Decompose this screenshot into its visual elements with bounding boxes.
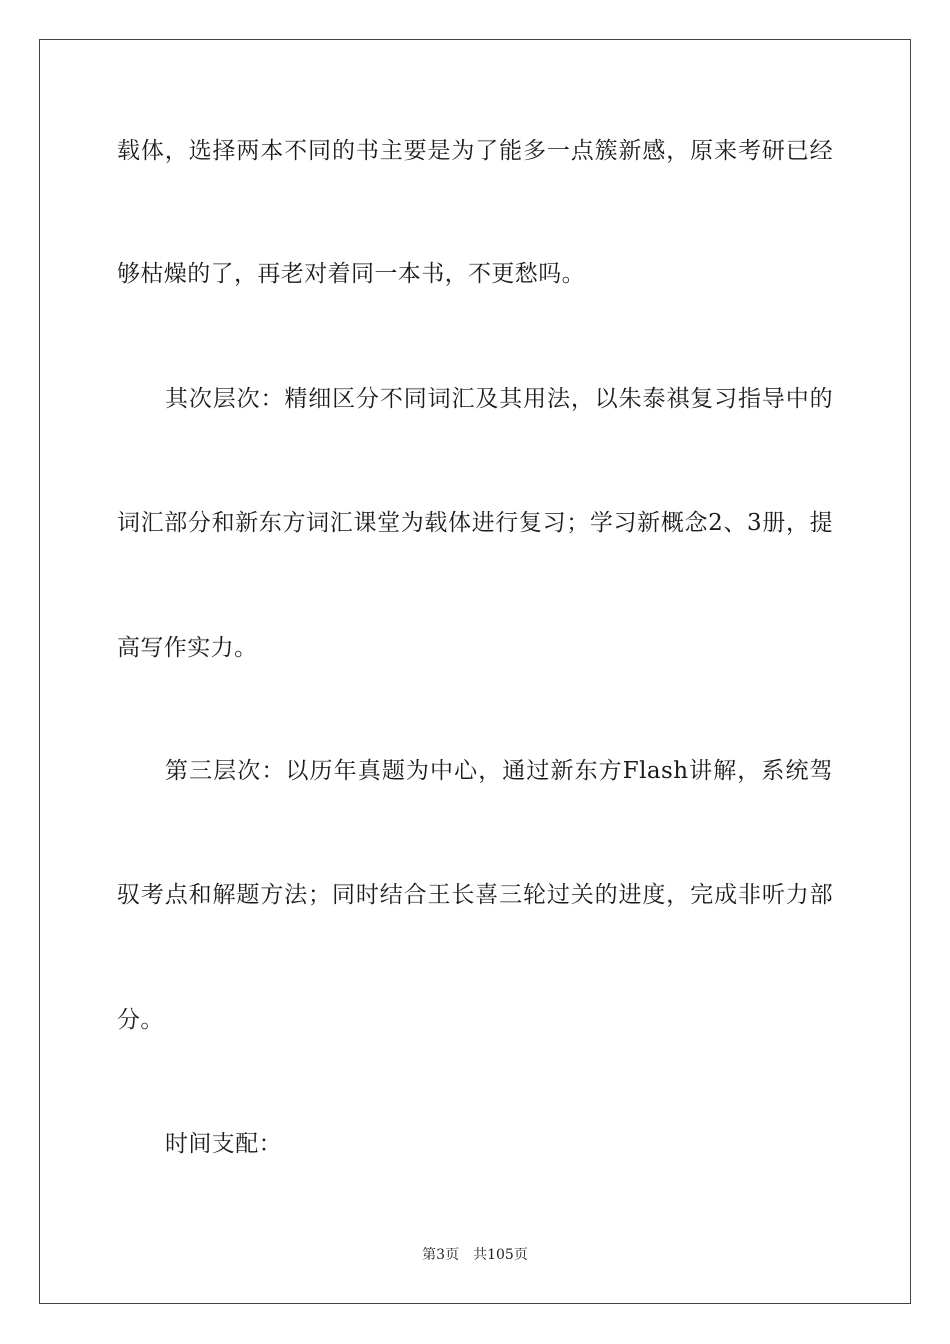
paragraph-2-line-1: 其次层次：精细区分不同词汇及其用法，以朱泰祺复习指导中的	[165, 386, 833, 412]
text-line-2: 够枯燥的了，再老对着同一本书，不更愁吗。	[117, 261, 585, 287]
paragraph-2-line-2: 词汇部分和新东方词汇课堂为载体进行复习；学习新概念2、3册，提	[117, 510, 833, 536]
paragraph-2-line-3: 高写作实力。	[117, 635, 258, 661]
page-number: 第3页	[422, 1247, 460, 1263]
page-border	[39, 39, 911, 1304]
page-footer	[0, 1246, 950, 1264]
paragraph-3-line-1: 第三层次：以历年真题为中心，通过新东方Flash讲解，系统驾	[165, 758, 833, 784]
page-total: 共105页	[473, 1247, 528, 1263]
text-line-1: 载体，选择两本不同的书主要是为了能多一点簇新感，原来考研已经	[117, 138, 833, 164]
section-heading-time: 时间支配：	[165, 1131, 282, 1157]
paragraph-3-line-2: 驭考点和解题方法；同时结合王长喜三轮过关的进度，完成非听力部	[117, 882, 833, 908]
paragraph-3-line-3: 分。	[117, 1007, 164, 1033]
